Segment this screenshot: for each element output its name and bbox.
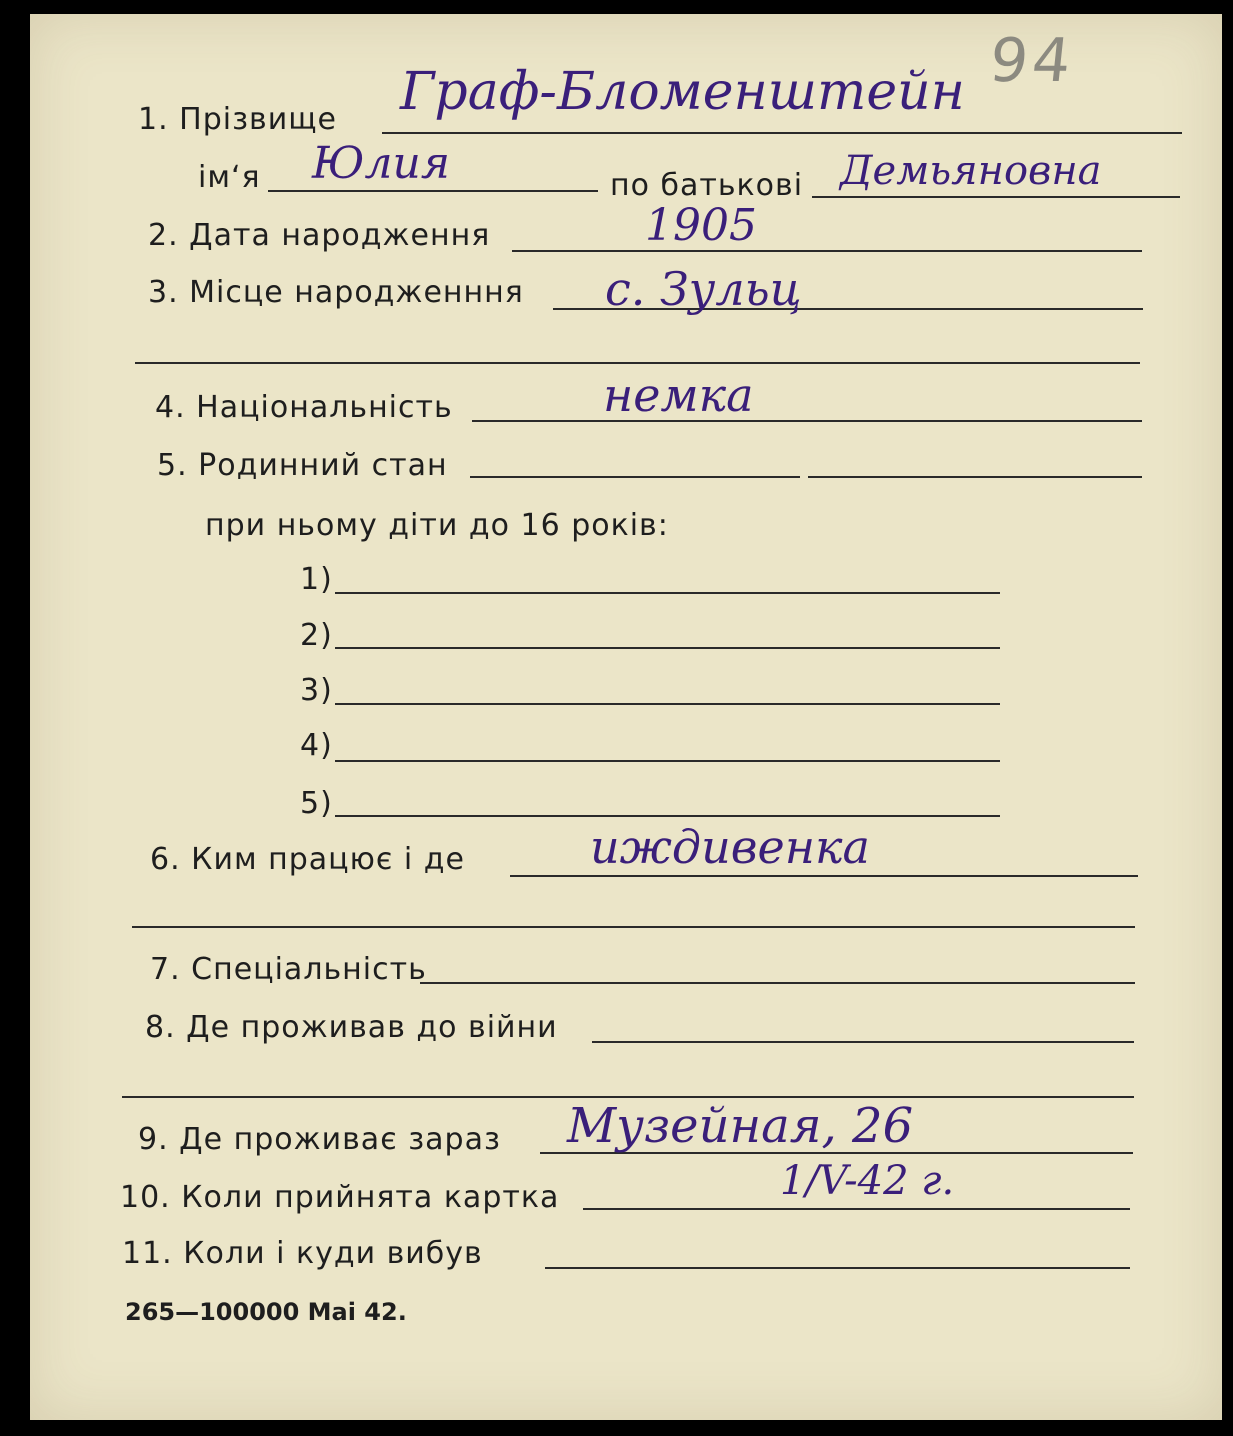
child-1-label: 1) [300,562,333,597]
child-4-line [335,760,1000,762]
birth-place-label: 3. Місце народженння [148,275,524,310]
specialty-line [420,982,1135,984]
birth-date-label: 2. Дата народження [148,218,491,253]
child-2-label: 2) [300,618,333,653]
patronymic-label: по батькові [610,168,804,203]
marital-line-2 [808,476,1142,478]
departure-line [545,1267,1130,1269]
print-imprint: 265—100000 Maі 42. [125,1298,407,1326]
name-value[interactable]: Юлия [312,138,450,189]
children-label: при ньому діти до 16 років: [205,508,669,543]
occupation-line-2 [132,926,1135,928]
child-2-line [335,647,1000,649]
child-5-line [335,815,1000,817]
child-5-label: 5) [300,786,333,821]
specialty-label: 7. Спеціальність [150,952,427,987]
birth-place-value[interactable]: с. Зульц [605,262,802,316]
patronymic-line [812,196,1180,198]
archive-number: 94 [986,26,1079,96]
surname-label: 1. Прізвище [138,102,337,137]
current-label: 9. Де проживає зараз [138,1122,501,1157]
nationality-line [472,420,1142,422]
child-3-line [335,703,1000,705]
child-4-label: 4) [300,728,333,763]
nationality-label: 4. Національність [155,390,453,425]
prewar-label: 8. Де проживав до війни [145,1010,558,1045]
prewar-line [592,1041,1134,1043]
name-label: ім‘я [198,160,261,195]
nationality-value[interactable]: немка [603,368,754,422]
occupation-label: 6. Ким працює і де [150,842,465,877]
departure-label: 11. Коли і куди вибув [122,1236,483,1271]
marital-label: 5. Родинний стан [157,448,448,483]
marital-line-1 [470,476,800,478]
patronymic-value[interactable]: Демьяновна [840,148,1102,194]
occupation-value[interactable]: иждивенка [590,820,870,874]
child-1-line [335,592,1000,594]
card-date-label: 10. Коли прийнята картка [120,1180,560,1215]
surname-value[interactable]: Граф-Бломенштейн [400,62,965,122]
occupation-line [510,875,1138,877]
birth-place-line-2 [135,362,1140,364]
name-line [268,190,598,192]
current-value[interactable]: Музейная, 26 [567,1098,914,1154]
surname-line [382,132,1182,134]
birth-date-value[interactable]: 1905 [645,200,757,251]
card-date-line [583,1208,1130,1210]
birth-date-line [512,250,1142,252]
card-date-value[interactable]: 1/V-42 г. [780,1158,955,1204]
child-3-label: 3) [300,673,333,708]
